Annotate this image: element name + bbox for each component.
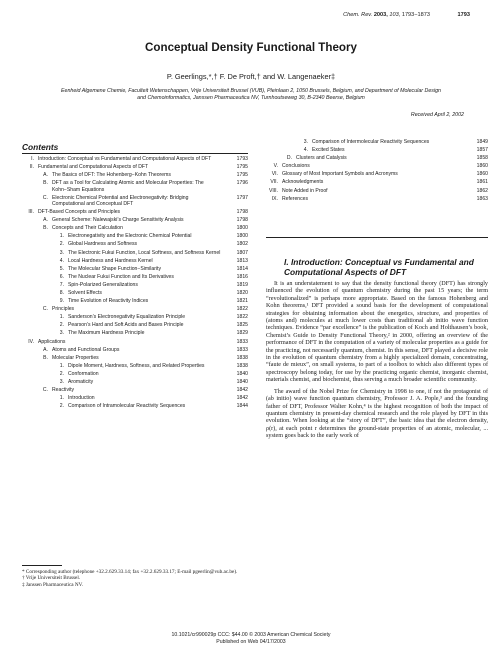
toc-entry-number: V. <box>273 163 278 170</box>
footnotes <box>22 569 248 588</box>
toc-entry-page: 1860 <box>476 171 488 178</box>
toc-entry-title: Time Evolution of Reactivity Indices <box>68 298 149 305</box>
toc-entry-number: A. <box>43 172 48 179</box>
toc-entry-page: 1796 <box>236 180 248 187</box>
toc-entry-title: References <box>282 195 309 202</box>
toc-entry-page: 1800 <box>236 225 248 232</box>
toc-entry-title: Introduction: Conceptual vs Fundamental and Computational Aspects of DFT <box>38 156 212 162</box>
toc-entry-title: Conclusions <box>282 163 310 170</box>
toc-entry-number: I. <box>31 156 34 162</box>
toc-entry <box>22 387 248 393</box>
toc-entry <box>22 314 248 320</box>
toc-entry-page: 1800 <box>236 233 248 240</box>
toc-entry-number: 1. <box>59 233 64 240</box>
toc-entry-number: 1. <box>59 362 64 369</box>
toc-entry-number: 2. <box>59 370 64 377</box>
toc-entry-page: 1825 <box>236 322 248 329</box>
toc-entry-title: Reactivity <box>52 387 75 394</box>
toc-entry-number: IX. <box>271 195 278 202</box>
toc-entry-page: 1819 <box>236 281 248 288</box>
toc-entry-page: 1862 <box>476 187 488 194</box>
toc-entry-page: 1842 <box>236 395 248 402</box>
toc-entry-page: 1842 <box>236 387 248 394</box>
toc-entry <box>22 172 248 178</box>
toc-entry-title: Comparison of Intramolecular Reactivity Sequences <box>68 403 186 410</box>
toc-entry-number: 8. <box>59 290 64 296</box>
toc-entry-title: Excited States <box>312 147 345 154</box>
toc-entry-number: 3. <box>59 330 64 337</box>
toc-entry-title: Introduction <box>68 395 95 402</box>
toc-entry-number: VIII. <box>268 187 278 194</box>
toc-entry-number: C. <box>42 387 48 394</box>
toc-entry <box>22 274 248 280</box>
toc-entry-title: Electronic Chemical Potential and Electronegativity: Bridging Computational and Conceptual DFT <box>52 194 189 207</box>
toc-entry-title: Comparison of Intermolecular Reactivity Sequences <box>312 139 430 145</box>
toc-entry-page: 1840 <box>236 379 248 386</box>
toc-entry <box>22 330 248 336</box>
toc-entry-number: B. <box>43 354 48 361</box>
toc-entry-title: The Basics of DFT: The Hohenberg−Kohn Theorems <box>52 172 171 179</box>
toc-entry-number: 3. <box>59 249 64 256</box>
toc-entry <box>266 139 488 145</box>
toc-entry-page: 1863 <box>476 195 488 202</box>
toc-entry-title: The Nuclear Fukui Function and Its Derivatives <box>68 273 174 280</box>
toc-entry-page: 1857 <box>476 147 488 154</box>
toc-entry <box>22 322 248 328</box>
doi-line: 10.1021/cr990029p CCC: $44.00 © 2003 American Chemical Society <box>171 632 331 638</box>
paragraph: The award of the Nobel Prize for Chemistry in 1998 to one, if not the protagonist of (ab initio) wave function quantum chemistry, Professor J. A. Pople,³ and the founding father of DFT, Professor Walter Kohn,⁴ is the highest recognition of both the impact of quantum chemistry in present-day chemical research and the role played by DFT in this evolution. When looking at the “story of DFT”, the basic idea that the electron density, ρ(r), at each point r determines the ground-state properties of an atomic, molecular, ... system goes back to the early work of <box>266 388 488 440</box>
toc-entry-page: 1838 <box>236 362 248 369</box>
toc-entry <box>22 298 248 304</box>
toc-entry-page: 1849 <box>476 139 488 145</box>
toc-entry-title: Solvent Effects <box>68 290 102 296</box>
toc-entry-title: Clusters and Catalysis <box>296 155 347 162</box>
page-footer <box>0 632 502 645</box>
toc-entry-page: 1798 <box>236 217 248 224</box>
page-number: 1793 <box>457 12 470 18</box>
toc-entry <box>22 241 248 247</box>
toc-entry-number: D. <box>286 155 292 162</box>
toc-entry-title: Fundamental and Computational Aspects of DFT <box>38 164 149 171</box>
toc-entry <box>22 250 248 256</box>
toc-entry-page: 1798 <box>236 209 248 216</box>
toc-entry <box>22 217 248 223</box>
body-column-right <box>266 281 488 441</box>
toc-entry <box>22 195 248 208</box>
footnote-rule <box>22 565 62 566</box>
toc-entry <box>266 147 488 153</box>
toc-entry <box>22 164 248 170</box>
toc-entry-title: General Scheme: Nalewajski’s Charge Sensitivity Analysis <box>52 217 184 224</box>
toc-entry-title: Principles <box>52 306 75 313</box>
toc-entry-page: 1822 <box>236 314 248 321</box>
toc-entry-page: 1820 <box>236 290 248 296</box>
toc-entry-title: Local Hardness and Hardness Kernel <box>68 257 153 264</box>
journal-volume: 103, <box>389 12 401 18</box>
author-list: P. Geerlings,*,† F. De Proft,† and W. Langenaeker‡ <box>166 72 336 81</box>
toc-entry-page: 1833 <box>236 338 248 345</box>
toc-entry <box>22 403 248 409</box>
toc-entry-number: 3. <box>59 379 64 386</box>
toc-entry-title: Pearson’s Hard and Soft Acids and Bases Principle <box>68 322 184 329</box>
toc-entry <box>22 347 248 353</box>
toc-entry-title: DFT as a Tool for Calculating Atomic and Molecular Properties: The Kohn−Sham Equations <box>52 180 204 193</box>
received-date: Received April 2, 2002 <box>410 112 464 118</box>
toc-entry-number: 1. <box>59 314 64 321</box>
toc-entry <box>266 179 488 185</box>
toc-entry-title: Global Hardness and Softness <box>68 241 138 248</box>
toc-entry <box>22 379 248 385</box>
toc-entry-number: 2. <box>59 403 64 410</box>
toc-entry-number: IV. <box>28 338 34 345</box>
section-heading: I. Introduction: Conceptual vs Fundamental and Computational Aspects of DFT <box>284 257 474 277</box>
toc-entry-title: Molecular Properties <box>52 354 99 361</box>
contents-rule-top <box>22 153 248 154</box>
toc-entry-title: Conformation <box>68 370 99 377</box>
toc-entry <box>22 395 248 401</box>
toc-entry-number: C. <box>42 194 48 201</box>
toc-entry <box>266 196 488 202</box>
toc-entry-title: The Molecular Shape Function−Similarity <box>68 265 162 272</box>
toc-entry <box>22 363 248 369</box>
toc-entry-title: Concepts and Their Calculation <box>52 225 123 232</box>
toc-entry-page: 1814 <box>236 265 248 272</box>
paragraph: It is an understatement to say that the density functional theory (DFT) has strongly influenced the evolution of quantum chemistry during the past 15 years; the term “revolutionalized” is perhaps more appropriate. Based on the famous Hohenberg and Kohn theorems,¹ DFT provided a sound basis for the development of computational strategies for obtaining information about the energetics, structure, and properties of (atoms and) molecules at much lower costs than traditional ab initio wave function techniques. Evidence “par excellence” is the publication of Koch and Holthausen’s book, Chemist’s Guide to Density Functional Theory,² in 2000, offering an overview of the performance of DFT in the computation of a variety of molecular properties as a guide for the practicing, not necessarily quantum, chemist. In this sense, DFT played a decisive role in the evolution of quantum chemistry from a highly specialized domain, concentrating, “faute de mieux”, on small systems, to part of a toolbox to which also different types of spectroscopy belong today, for use by the practicing organic chemist, inorganic chemist, materials chemist, and biochemist, thus serving a much broader scientific community. <box>266 281 488 384</box>
toc-entry-title: Note Added in Proof <box>282 187 328 194</box>
toc-entry-number: 5. <box>59 265 64 272</box>
toc-entry-number: A. <box>43 346 48 353</box>
toc-entry-page: 1802 <box>236 241 248 248</box>
toc-entry-number: A. <box>43 217 48 224</box>
toc-entry-number: C. <box>42 306 48 313</box>
toc-entry-page: 1793 <box>236 156 248 162</box>
toc-entry-number: 6. <box>59 273 64 280</box>
toc-entry <box>22 180 248 193</box>
toc-entry-page: 1844 <box>236 403 248 410</box>
toc-entry-page: 1833 <box>236 346 248 353</box>
toc-entry-number: III. <box>28 209 34 216</box>
toc-entry <box>22 156 248 162</box>
toc-entry <box>22 355 248 361</box>
toc-entry-page: 1807 <box>236 249 248 256</box>
toc-entry-page: 1822 <box>236 306 248 313</box>
footnote-affil-1: † Vrije Universiteit Brussel. <box>22 575 81 582</box>
contents-rule-bottom <box>266 237 488 238</box>
toc-entry-number: 2. <box>59 322 64 329</box>
footnote-corresponding: * Corresponding author (telephone +32.2.629.33.14; fax +32.2.629.33.17; E-mail pgeerlin@vub.ac.be). <box>22 569 238 575</box>
toc-entry-page: 1795 <box>236 172 248 179</box>
toc-entry-title: The Maximum Hardness Principle <box>68 330 145 337</box>
toc-entry-page: 1861 <box>476 179 488 186</box>
toc-entry-number: 7. <box>59 281 64 288</box>
toc-entry-number: 3. <box>303 139 308 145</box>
toc-entry-page: 1829 <box>236 330 248 337</box>
toc-entry <box>22 258 248 264</box>
toc-entry-page: 1860 <box>476 163 488 170</box>
footnote-affil-2: ‡ Janssen Pharmaceutica NV. <box>22 581 83 588</box>
affiliation: Eenheid Algemene Chemie, Faculteit Wetenschappen, Vrije Universiteit Brussel (VUB), Pleinlaan 2, 1050 Brussels, Belgium, and Department of Molecular Design and Chemoinformatics, Janssen Pharmaceutica NV, Turnhoutseweg 30, B-2340 Beerse, Belgium <box>61 88 441 101</box>
toc-entry-number: 1. <box>59 395 64 402</box>
toc-entry <box>266 188 488 194</box>
published-date: Published on Web 04/17/2003 <box>216 638 286 645</box>
toc-entry-title: The Electronic Fukui Function, Local Softness, and Softness Kernel <box>68 249 221 256</box>
toc-entry-page: 1821 <box>236 298 248 305</box>
toc-entry <box>266 163 488 169</box>
toc-entry-page: 1816 <box>236 273 248 280</box>
toc-entry-title: Sanderson’s Electronegativity Equalization Principle <box>68 314 186 321</box>
contents-heading: Contents <box>22 142 59 152</box>
toc-entry-title: Dipole Moment, Hardness, Softness, and Related Properties <box>68 362 205 369</box>
toc-entry-title: Aromaticity <box>68 379 94 386</box>
toc-entry-title: Spin-Polarized Generalizations <box>68 281 138 288</box>
table-of-contents-right <box>266 139 488 204</box>
toc-entry-page: 1795 <box>236 164 248 171</box>
toc-entry-title: Atoms and Functional Groups <box>52 346 120 353</box>
toc-entry-number: 9. <box>59 298 64 305</box>
toc-entry-number: B. <box>43 180 48 187</box>
toc-entry <box>22 339 248 345</box>
running-header <box>343 12 470 18</box>
toc-entry-number: 4. <box>59 257 64 264</box>
toc-entry-number: B. <box>43 225 48 232</box>
toc-entry-number: II. <box>29 164 34 171</box>
toc-entry-page: 1840 <box>236 370 248 377</box>
toc-entry-page: 1813 <box>236 257 248 264</box>
toc-entry-number: 2. <box>59 241 64 248</box>
toc-entry-page: 1858 <box>476 155 488 162</box>
toc-entry-title: Electronegativity and the Electronic Chemical Potential <box>68 233 192 240</box>
toc-entry <box>266 171 488 177</box>
toc-entry <box>22 282 248 288</box>
toc-entry-page: 1797 <box>236 194 248 201</box>
toc-entry <box>266 155 488 161</box>
toc-entry-title: Applications <box>38 338 66 345</box>
toc-entry-page: 1838 <box>236 354 248 361</box>
toc-entry-title: Glossary of Most Important Symbols and Acronyms <box>282 171 398 178</box>
journal-name: Chem. Rev. <box>343 12 373 18</box>
toc-entry <box>22 290 248 296</box>
table-of-contents-left <box>22 156 248 411</box>
journal-pages: 1793−1873 <box>401 12 430 18</box>
toc-entry <box>22 209 248 215</box>
toc-entry-title: Acknowledgments <box>282 179 324 186</box>
toc-entry <box>22 225 248 231</box>
toc-entry-title: DFT-Based Concepts and Principles <box>38 209 121 216</box>
toc-entry <box>22 233 248 239</box>
article-title: Conceptual Density Functional Theory <box>145 41 357 54</box>
toc-entry-number: VI. <box>271 171 278 178</box>
toc-entry <box>22 306 248 312</box>
toc-entry-number: 4. <box>303 147 308 154</box>
toc-entry-number: VII. <box>270 179 278 186</box>
toc-entry <box>22 371 248 377</box>
journal-year: 2003, <box>373 12 388 18</box>
toc-entry <box>22 266 248 272</box>
